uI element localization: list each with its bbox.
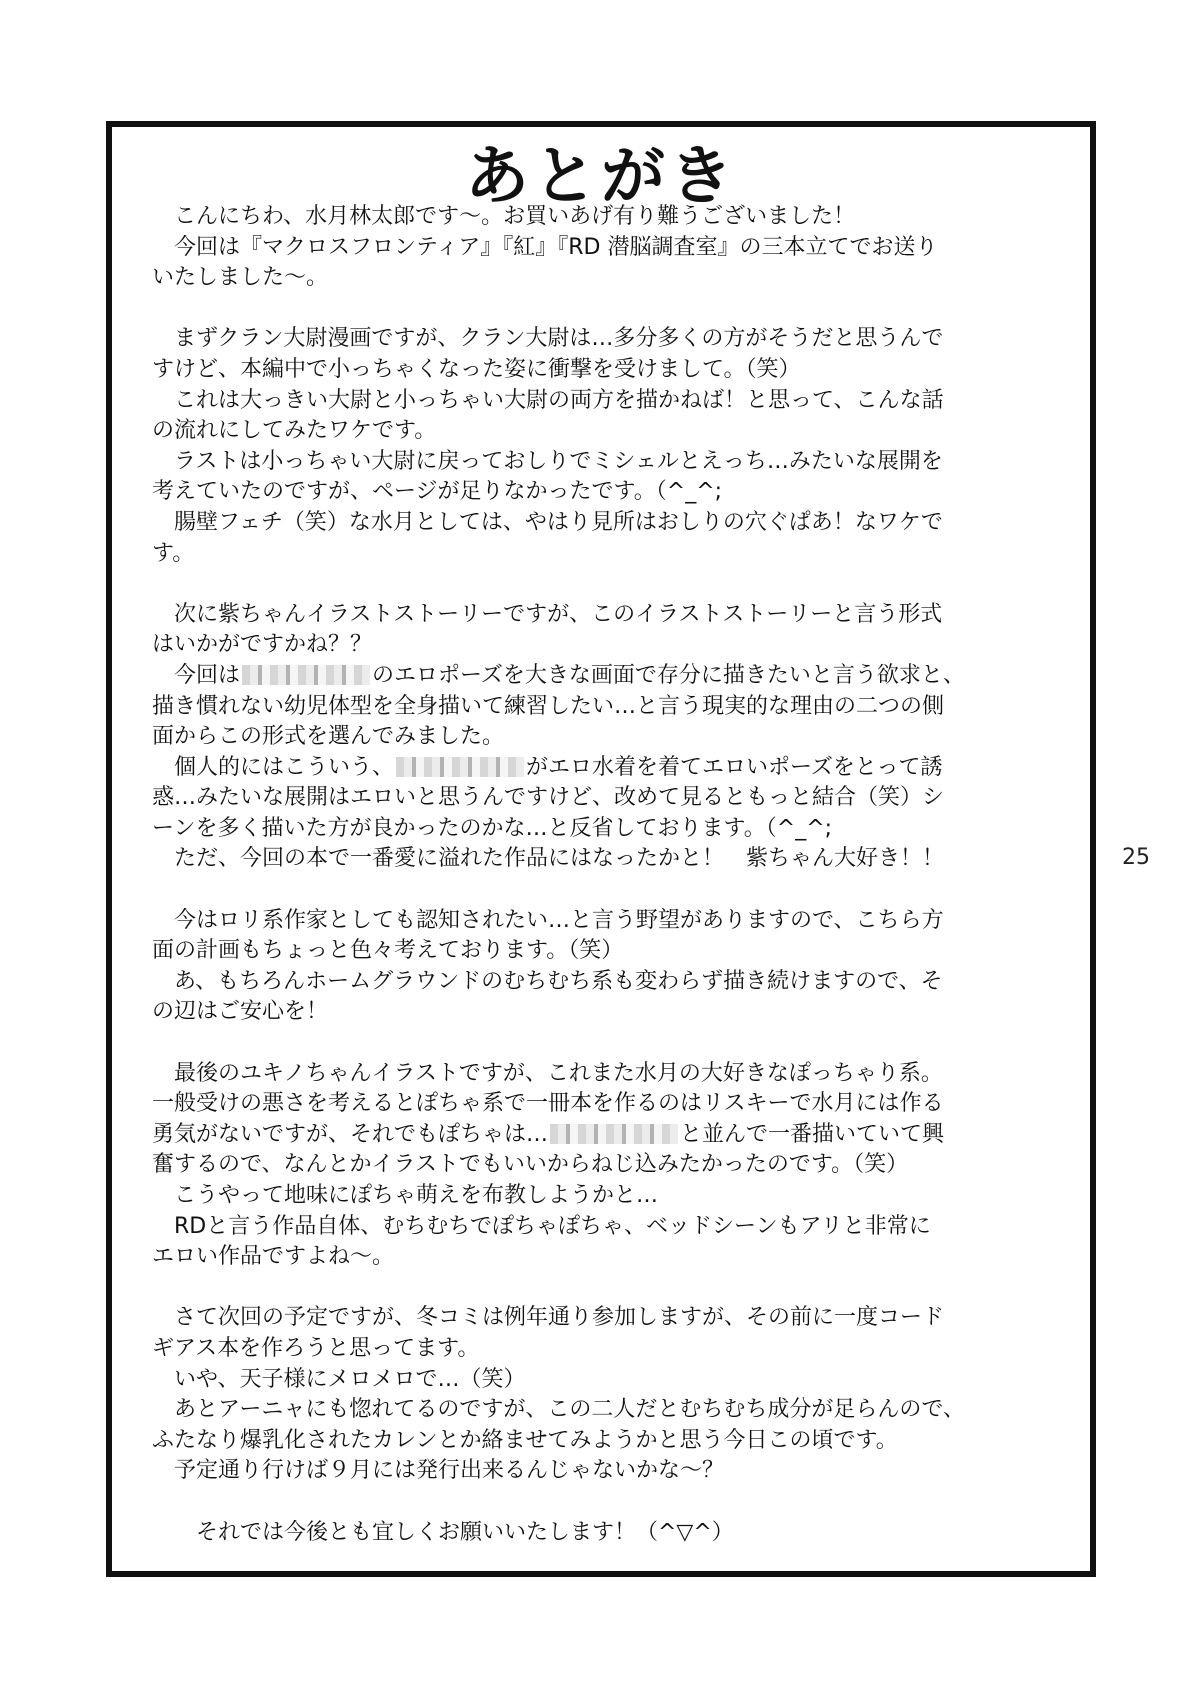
- afterword-title: あとがき: [465, 140, 737, 214]
- body-line: の辺はご安心を！: [152, 999, 329, 1025]
- body-line: 最後のユキノちゃんイラストですが、これまた水月の大好きなぽっちゃり系。: [152, 1060, 943, 1086]
- body-line: [152, 1487, 1062, 1518]
- body-line: 勇気がないですが、それでもぽちゃは… と並んで一番描いていて興: [152, 1121, 945, 1147]
- body-line: エロい作品ですよね～。: [152, 1244, 395, 1270]
- body-line: こうやって地味にぽちゃ萌えを布教しようかと…: [152, 1183, 659, 1208]
- body-line: あ、もちろんホームグラウンドのむちむち系も変わらず描き続けますので、そ: [152, 968, 943, 994]
- body-line: はいかがですかね？？: [152, 632, 373, 658]
- body-line: の流れにしてみたワケです。: [152, 418, 437, 444]
- body-line: ただ、今回の本で一番愛に溢れた作品にはなったかと！ 紫ちゃん大好き！！: [152, 846, 945, 872]
- body-line: ーンを多く描いた方が良かったのかな…と反省しております。（^_^;: [152, 815, 833, 841]
- body-line: すけど、本編中で小っちゃくなった姿に衝撃を受けまして。（笑）: [152, 356, 801, 382]
- body-line: これは大っきい大尉と小っちゃい大尉の両方を描かねば！と思って、こんな話: [152, 387, 944, 413]
- body-line: 一般受けの悪さを考えるとぽちゃ系で一冊本を作るのはリスキーで水月には作る: [152, 1091, 944, 1117]
- body-line: 奮するので、なんとかイラストでもいいからねじ込みたかったのです。（笑）: [152, 1152, 909, 1178]
- body-line: いや、天子様にメロメロで…（笑）: [152, 1366, 526, 1392]
- body-line: こんにちわ、水月林太郎です～。お買いあげ有り難うございました！: [152, 204, 856, 229]
- mosaic-censor: [396, 757, 524, 777]
- body-line: 次に紫ちゃんイラストストーリーですが、このイラストストーリーと言う形式: [152, 601, 943, 627]
- body-line: あとアーニャにも惚れてるのですが、この二人だとむちむち成分が足らんので、: [152, 1397, 965, 1423]
- body-line: [152, 1273, 1062, 1304]
- body-line: ふたなり爆乳化されたカレンとか絡ませてみようかと思う今日この頃です。: [152, 1427, 898, 1453]
- body-line: 今回は のエロポーズを大きな画面で存分に描きたいと言う欲求と、: [152, 662, 965, 688]
- body-line: す。: [152, 540, 195, 566]
- body-line: 今回は『マクロスフロンティア』『紅』『RD 潜脳調査室』の三本立てでお送り: [152, 234, 938, 260]
- body-line: ギアス本を作ろうと思ってます。: [152, 1335, 480, 1361]
- mosaic-censor: [550, 1124, 678, 1144]
- body-line: [152, 1028, 1062, 1059]
- body-line: [152, 294, 1062, 325]
- body-line: ラストは小っちゃい大尉に戻っておしりでミシェルとえっち…みたいな展開を: [152, 448, 943, 474]
- page-number: 25: [1122, 845, 1150, 870]
- body-line: [152, 569, 1062, 600]
- body-line: いたしました～。: [152, 265, 329, 291]
- body-line: 考えていたのですが、ページが足りなかったです。（^_^;: [152, 479, 723, 505]
- body-line: 惑…みたいな展開はエロいと思うんですけど、改めて見るともっと結合（笑）シ: [152, 785, 945, 811]
- body-line: 面の計画もちょっと色々考えております。（笑）: [152, 938, 624, 964]
- body-line: [152, 875, 1062, 906]
- mosaic-censor: [242, 665, 370, 685]
- body-line: 今はロリ系作家としても認知されたい…と言う野望がありますので、こちら方: [152, 907, 944, 933]
- page-frame: [106, 121, 1096, 1577]
- body-line: さて次回の予定ですが、冬コミは例年通り参加しますが、その前に一度コード: [152, 1305, 945, 1331]
- body-line: 腸壁フェチ（笑）な水月としては、やはり見所はおしりの穴ぐぱあ！なワケで: [152, 509, 943, 535]
- afterword-body: [152, 202, 1062, 1548]
- body-line: RDと言う作品自体、むちむちでぽちゃぽちゃ、ベッドシーンもアリと非常に: [152, 1213, 931, 1239]
- body-line: 予定通り行けば９月には発行出来るんじゃないかな～？: [152, 1458, 725, 1484]
- body-line: まずクラン大尉漫画ですが、クラン大尉は…多分多くの方がそうだと思うんで: [152, 326, 944, 352]
- body-line: 個人的にはこういう、 がエロ水着を着てエロいポーズをとって誘: [152, 754, 943, 780]
- body-line: 面からこの形式を選んでみました。: [152, 724, 505, 750]
- body-line: 描き慣れない幼児体型を全身描いて練習したい…と言う現実的な理由の二つの側: [152, 693, 945, 719]
- body-line: それでは今後とも宜しくお願いいたします！（^▽^）: [152, 1519, 734, 1545]
